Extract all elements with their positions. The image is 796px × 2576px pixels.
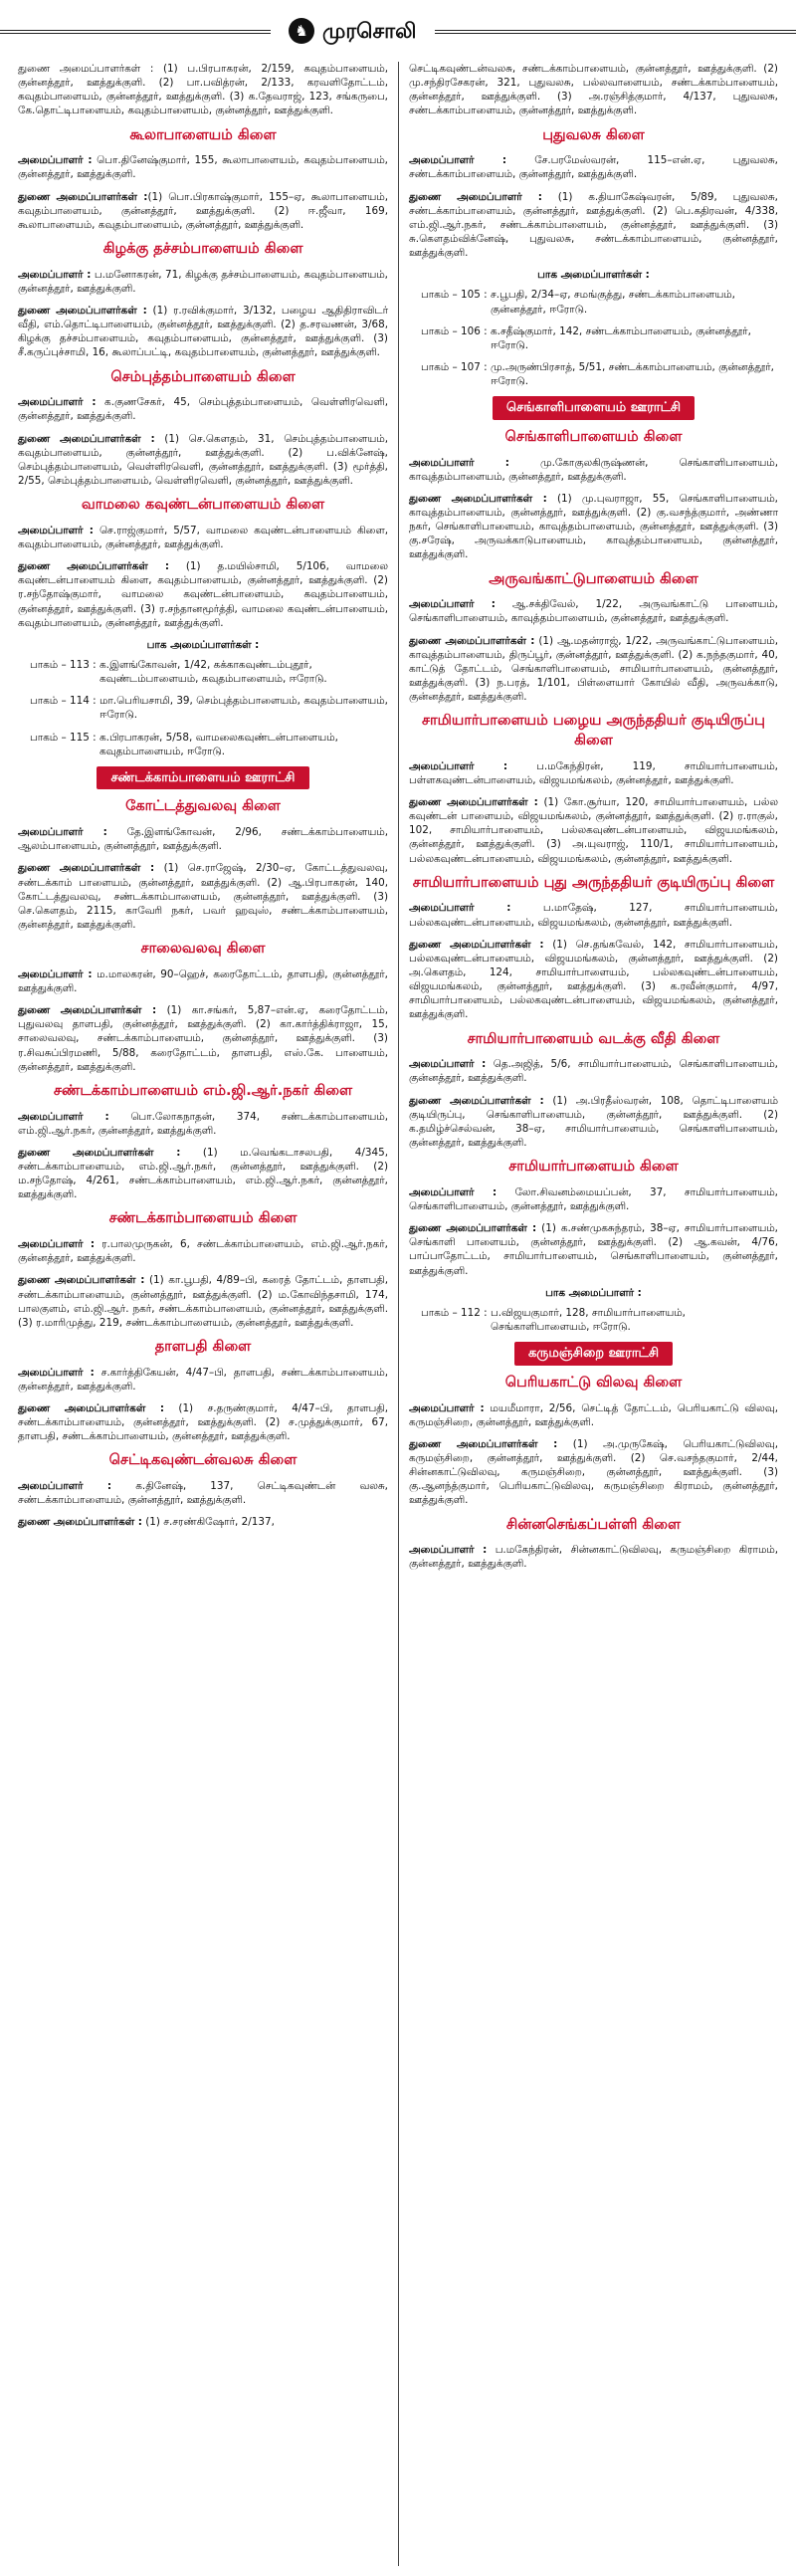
deputy-paragraph: [18, 304, 388, 360]
deputy-paragraph: [18, 1401, 388, 1443]
brand-name: முரசொலி: [322, 18, 417, 43]
booth-number: பாகம் – 114 :: [30, 695, 97, 708]
deputy-paragraph: [409, 190, 778, 261]
booth-entry: [409, 288, 778, 316]
branch-heading: பெரியகாட்டு விலவு கிளை: [504, 1374, 683, 1391]
organizer-paragraph: [409, 597, 778, 625]
organizer-paragraph: [409, 759, 778, 787]
booth-heading: பாக அமைப்பாளர் :: [545, 1286, 642, 1299]
booth-text: க.சதீஷ்குமார், 142, சண்டக்காம்பாளையம், குன்னத்தூர், ஈரோடு.: [491, 324, 751, 351]
deputy-label: துணை அமைப்பாளர்கள் :: [18, 560, 170, 573]
organizer-text: ச.கார்த்திகேயன், 4/47–பி, தாளபதி, சண்டக்காம்பாளையம், குன்னத்தூர், ஊத்துக்குளி.: [18, 1366, 388, 1393]
masthead: [0, 0, 796, 62]
organizer-text: லோ.சிவனம்மையப்பன், 37, சாமியார்பாளையம், செங்காளிபாளையம், குன்னத்தூர், ஊத்துக்குளி.: [409, 1185, 778, 1213]
deputy-label: துணை அமைப்பாளர்கள் :: [18, 1402, 165, 1414]
branch-heading: வாமலை கவுண்டன்பாளையம் கிளை: [81, 497, 325, 514]
deputy-paragraph: [18, 861, 388, 932]
organizer-label: அமைப்பாளர் :: [409, 1544, 488, 1557]
organizer-label: அமைப்பாளர் :: [18, 1110, 109, 1123]
organizer-text: சே.பரமேஸ்வரன், 115–என்.ஏ, புதுவலசு, சண்டக்காம்பாளையம், குன்னத்தூர், ஊத்துக்குளி.: [409, 154, 778, 181]
organizer-text: க.குணசேகர், 45, செம்புத்தம்பாளையம், வெள்ளிரவெளி, குன்னத்தூர், ஊத்துக்குளி.: [18, 396, 388, 423]
organizer-paragraph: [409, 1401, 778, 1429]
deputy-paragraph: [409, 1221, 778, 1278]
booth-entry: [409, 1306, 778, 1334]
organizer-label: அமைப்பாளர் :: [18, 268, 92, 281]
deputy-paragraph: [18, 1003, 388, 1074]
branch-heading: கூலாபாளையம் கிளை: [129, 126, 277, 143]
deputy-label: துணை அமைப்பாளர்கள் :: [18, 1146, 181, 1159]
deputy-label: துணை அமைப்பாளர்கள் :: [18, 1274, 145, 1287]
deputy-text: (1) பொ.பிரகாஷ்குமார், 155–ஏ, கூலாபாளையம், கவுதம்பாளையம், குன்னத்தூர், ஊத்துக்குளி. (2) ஈ.ஜீவா, 169, கூலாபாளையம், கவுதம்பாளையம், குன்னத்தூர், ஊத்துக்குளி.: [18, 190, 388, 231]
branch-heading: சின்னசெங்கப்பள்ளி கிளை: [505, 1516, 682, 1533]
organizer-text: ம.மாலகரன், 90–ஹெச், கரைதோட்டம், தாளபதி, குன்னத்தூர், ஊத்துக்குளி.: [18, 967, 388, 995]
organizer-paragraph: [18, 1237, 388, 1265]
deputy-paragraph: [409, 938, 778, 1022]
continued-text: துணை அமைப்பாளர்கள் : (1) ப.பிரபாகரன், 2/159, கவுதம்பாளையம், குன்னத்தூர், ஊத்துக்குளி. (2) பா.பவித்ரன், 2/133, கரவளிதோட்டம், கவுதம்பாளையம், குன்னத்தூர், ஊத்துக்குளி. (3) க.தேவராஜ், 123, சங்கருபை, கே.தொட்டிபாளையம், கவுதம்பாளையம், குன்னத்தூர், ஊத்துக்குளி.: [18, 63, 388, 117]
branch-heading: செட்டிகவுண்டன்வலசு கிளை: [108, 1452, 298, 1469]
panchayat-banner-text: கருமஞ்சிறை ஊராட்சி: [514, 1342, 673, 1366]
deputy-paragraph: [18, 1515, 388, 1529]
booth-heading: பாக அமைப்பாளர்கள் :: [537, 269, 650, 282]
panchayat-banner: [409, 396, 778, 420]
booth-number: பாகம் – 112 :: [421, 1306, 488, 1319]
organizer-label: அமைப்பாளர் :: [18, 1480, 112, 1493]
organizer-text: பொ.லோகநாதன், 374, சண்டக்காம்பாளையம், எம்.ஜி.ஆர்.நகர், குன்னத்தூர், ஊத்துக்குளி.: [18, 1110, 389, 1137]
organizer-label: அமைப்பாளர் :: [18, 396, 97, 409]
organizer-label: அமைப்பாளர் :: [409, 154, 507, 167]
deputy-paragraph: [409, 795, 778, 866]
deputy-text: (1) த.மயில்சாமி, 5/106, வாமலை கவுண்டன்பாளையம் கிளை, கவுதம்பாளையம், குன்னத்தூர், ஊத்துக்குளி. (2) ர.சந்தோஷ்குமார், வாமலை கவுண்டன்பாளையம், கவுதம்பாளையம், குன்னத்தூர், ஊத்துக்குளி. (3) ர.சந்தானமூர்த்தி, வாமலை கவுண்டன்பாளையம், கவுதம்பாளையம், குன்னத்தூர், ஊத்துக்குளி.: [18, 560, 388, 629]
organizer-paragraph: [18, 1366, 388, 1394]
organizer-label: அமைப்பாளர் :: [409, 1185, 498, 1198]
booth-text: மு.அருண்பிரசாத், 5/51, சண்டக்காம்பாளையம், குன்னத்தூர், ஈரோடு.: [491, 360, 774, 388]
organizer-paragraph: [18, 153, 388, 181]
booth-heading: பாக அமைப்பாளர்கள் :: [146, 638, 260, 651]
booth-text: ச.பூபதி, 2/34–ஏ, சமங்குத்து, சண்டக்காம்பாளையம், குன்னத்தூர், ஈரோடு.: [491, 289, 735, 316]
booth-text: மா.பெரியசாமி, 39, செம்புத்தம்பாளையம், கவுதம்பாளையம், ஈரோடு.: [100, 695, 388, 722]
organizer-label: அமைப்பாளர் :: [18, 154, 93, 167]
organizer-text: க.தினேஷ், 137, செட்டிகவுண்டன் வலசு, சண்டக்காம்பாளையம், குன்னத்தூர், ஊத்துக்குளி.: [18, 1480, 388, 1507]
booth-entry: [409, 324, 778, 352]
left-column: [8, 62, 398, 2566]
organizer-paragraph: [18, 395, 388, 423]
continued-text: செட்டிகவுண்டன்வலசு, சண்டக்காம்பாளையம், குன்னத்தூர், ஊத்துக்குளி. (2) மு.சந்திரசேகரன், 321, புதுவலசு, பல்லவாளையம், சண்டக்காம்பாளையம், குன்னத்தூர், ஊத்துக்குளி. (3) அ.ரஞ்சித்குமார், 4/137, புதுவலசு, சண்டக்காம்பாளையம், குன்னத்தூர், ஊத்துக்குளி.: [409, 63, 778, 117]
organizer-text: மயமீமாரா, 2/56, செட்டித் தோட்டம், பெரியகாட்டு விலவு, கருமஞ்சிறை, குன்னத்தூர், ஊத்துக்குளி.: [409, 1401, 778, 1428]
organizer-paragraph: [18, 1110, 388, 1138]
organizer-label: அமைப்பாளர் :: [18, 1366, 95, 1379]
branch-heading: செங்காளிபாளையம் கிளை: [504, 428, 683, 445]
deputy-text: (1) கா.பூபதி, 4/89–பி, கரைத் தோட்டம், தாளபதி, சண்டக்காம்பாளையம், குன்னத்தூர், ஊத்துக்குளி. (2) ம.கோவிந்தசாமி, 174, பாலகுளம், எம்.ஜி.ஆர். நகர், சண்டக்காம்பாளையம், குன்னத்தூர், ஊத்துக்குளி. (3) ர.மாரிமுத்து, 219, சண்டக்காம்பாளையம், குன்னத்தூர், ஊத்துக்குளி.: [18, 1274, 388, 1329]
booth-text: ப.விஜயகுமார், 128, சாமியார்பாளையம், செங்காளிபாளையம், ஈரோடு.: [491, 1306, 686, 1333]
organizer-paragraph: [409, 1057, 778, 1085]
booth-entry: [18, 658, 388, 686]
organizer-text: ப.மனோகரன், 71, கிழக்கு தச்சம்பாளையம், கவுதம்பாளையம், குன்னத்தூர், ஊத்துக்குளி.: [18, 268, 388, 295]
branch-heading: சண்டக்காம்பாளையம் கிளை: [108, 1210, 298, 1227]
panchayat-banner-text: சண்டக்காம்பாளையம் ஊராட்சி: [97, 766, 308, 790]
deputy-text: (1) ச.சரண்கிஷோர், 2/137,: [141, 1516, 275, 1529]
branch-heading: கிழக்கு தச்சம்பாளையம் கிளை: [102, 240, 303, 257]
organizer-label: அமைப்பாளர் :: [409, 1058, 487, 1071]
deputy-text: (1) கா.சங்கர், 5,87–என்.ஏ, கரைதோட்டம், புதுவலவு தாளபதி, குன்னத்தூர், ஊத்துக்குளி. (2) கா.கார்த்திக்ராஜா, 15, சாலைவலவு, சண்டக்காம்பாளையம், குன்னத்தூர், ஊத்துக்குளி. (3) ர.சிவசுப்பிரமணி, 5/88, கரைதோட்டம், தாளபதி, எஸ்.கே. பாளையம், குன்னத்தூர், ஊத்துக்குளி.: [18, 1004, 388, 1073]
booth-entry: [18, 731, 388, 758]
booth-number: பாகம் – 105 :: [421, 289, 488, 302]
deputy-label: துணை அமைப்பாளர்கள் :: [409, 1222, 537, 1235]
deputy-label: துணை அமைப்பாளர்கள் :: [18, 1004, 157, 1017]
deputy-text: (1) கோ.சூர்யா, 120, சாமியார்பாளையம், பல்ல கவுண்டன் பாளையம், விஜயமங்கலம், குன்னத்தூர், ஊத்துக்குளி. (2) ர.ராகுல், 102, சாமியார்பாளையம், பல்லகவுண்டன்பாளையம், விஜயமங்கலம், குன்னத்தூர், ஊத்துக்குளி. (3) அ.யுவராஜ், 110/1, சாமியார்பாளையம், பல்லகவுண்டன்பாளையம், விஜயமங்கலம், குன்னத்தூர், ஊத்துக்குளி.: [409, 796, 778, 865]
organizer-paragraph: [409, 1543, 778, 1571]
branch-heading: கோட்டத்துவலவு கிளை: [125, 798, 281, 815]
deputy-text: (1) செ.தங்கவேல், 142, சாமியார்பாளையம், பல்லகவுண்டன்பாளையம், விஜயமங்கலம், குன்னத்தூர், ஊத்துக்குளி. (2) அ.கௌதம், 124, சாமியார்பாளையம், பல்லகவுண்டன்பாளையம், விஜயமங்கலம், குன்னத்தூர், ஊத்துக்குளி. (3) க.ரவீன்குமார், 4/97, சாமியார்பாளையம், பல்லகவுண்டன்பாளையம், விஜயமங்கலம், குன்னத்தூர், ஊத்துக்குளி.: [409, 938, 778, 1021]
branch-heading: அருவங்காட்டுபாளையம் கிளை: [489, 570, 698, 587]
branch-heading: சாமியார்பாளையம் கிளை: [508, 1159, 679, 1176]
organizer-label: அமைப்பாளர் :: [18, 524, 94, 537]
organizer-label: அமைப்பாளர் :: [409, 759, 508, 772]
organizer-paragraph: [409, 901, 778, 929]
organizer-label: அமைப்பாளர் :: [409, 598, 496, 611]
deputy-paragraph: [18, 1273, 388, 1330]
organizer-label: அமைப்பாளர் :: [409, 902, 511, 915]
deputy-label: துணை அமைப்பாளர்கள் :: [409, 492, 547, 505]
organizer-paragraph: [409, 1185, 778, 1213]
organizer-label: அமைப்பாளர் :: [409, 456, 509, 469]
organizer-paragraph: [409, 456, 778, 484]
deputy-text: (1) ர.ரவிக்குமார், 3/132, பழைய ஆதிதிராவிடர் வீதி, எம்.தொட்டிபாளையம், குன்னத்தூர், ஊத்துக்குளி. (2) த.சரவணன், 3/68, கிழக்கு தச்சம்பாளையம், கவுதம்பாளையம், குன்னத்தூர், ஊத்துக்குளி. (3) சீ.கருப்புச்சாமி, 16, கூலாப்பட்டி, கவுதம்பாளையம், குன்னத்தூர், ஊத்துக்குளி.: [18, 304, 388, 359]
deputy-label: துணை அமைப்பாளர்கள் :: [409, 1437, 558, 1450]
booth-text: க.இளங்கோவன், 1/42, கக்காகவுண்டம்புதூர், கவுண்டம்பாளையம், கவுதம்பாளையம், ஈரோடு.: [100, 658, 327, 686]
booth-text: க.பிரபாகரன், 5/58, வாமலைகவுண்டன்பாளையம், கவுதம்பாளையம், ஈரோடு.: [100, 731, 338, 757]
organizer-paragraph: [18, 1479, 388, 1507]
organizer-text: ஆ.சக்திவேல், 1/22, அருவங்காட்டு பாளையம், செங்காளிபாளையம், காவுத்தம்பாளையம், குன்னத்தூர், ஊத்துக்குளி.: [409, 598, 778, 625]
organizer-text: ப.மாதேஷ், 127, சாமியார்பாளையம், பல்லகவுண்டன்பாளையம், விஜயமங்கலம், குன்னத்தூர், ஊத்துக்குளி.: [409, 902, 778, 929]
deputy-text: (1) க.தியாகேஷ்வரன், 5/89, புதுவலசு, சண்டக்காம்பாளையம், குன்னத்தூர், ஊத்துக்குளி. (2) பெ.கதிரவன், 4/338, எம்.ஜி.ஆர்.நகர், சண்டக்காம்பாளையம், குன்னத்தூர், ஊத்துக்குளி. (3) சு.கௌதம்விக்னேஷ், புதுவலசு, சண்டக்காம்பாளையம், குன்னத்தூர், ஊத்துக்குளி.: [409, 190, 778, 260]
panchayat-banner-text: செங்காளிபாளையம் ஊராட்சி: [493, 396, 695, 420]
branch-heading: சண்டக்காம்பாளையம் எம்.ஜி.ஆர்.நகர் கிளை: [53, 1082, 353, 1099]
deputy-label: துணை அமைப்பாளர்கள் :: [18, 432, 155, 445]
organizer-label: அமைப்பாளர் :: [18, 967, 93, 980]
deputy-paragraph: [409, 492, 778, 562]
deputy-label: துணை அமைப்பாளர்கள் :: [18, 190, 148, 203]
organizer-label: அமைப்பாளர் :: [18, 1238, 96, 1251]
deputy-label: துணை அமைப்பாளர்கள் :: [18, 1516, 142, 1529]
organizer-label: அமைப்பாளர் :: [18, 826, 107, 839]
deputy-text: (1) செ.கௌதம், 31, செம்புத்தம்பாளையம், கவுதம்பாளையம், குன்னத்தூர், ஊத்துக்குளி. (2) ப.விக்னேஷ், செம்புத்தம்பாளையம், வெள்ளிரவெளி, குன்னத்தூர், ஊத்துக்குளி. (3) மூர்த்தி, 2/55, செம்புத்தம்பாளையம், வெள்ளிரவெளி, குன்னத்தூர், ஊத்துக்குளி.: [18, 432, 388, 487]
deputy-text: (1) ஆ.மதன்ராஜ், 1/22, அருவங்காட்டுபாளையம், காவுத்தம்பாளையம், திருப்பூர், குன்னத்தூர், ஊத்துக்குளி. (2) க.நந்தகுமார், 40, காட்டுத் தோட்டம், செங்காளிபாளையம், சாமியார்பாளையம், குன்னத்தூர், ஊத்துக்குளி. (3) ந.பரத், 1/101, பிள்ளையார் கோயில் வீதி, அருவக்காடு, குன்னத்தூர், ஊத்துக்குளி.: [409, 634, 778, 704]
deputy-text: (1) மு.புவராஜா, 55, செங்காளிபாளையம், காவுத்தம்பாளையம், குன்னத்தூர், ஊத்துக்குளி. (2) கு.வசந்த்குமார், அண்ணா நகர், செங்காளிபாளையம், காவுத்தம்பாளையம், குன்னத்தூர், ஊத்துக்குளி. (3) கு.சரேஷ், அருவக்காடுபாளையம், காவுத்தம்பாளையம், குன்னத்தூர், ஊத்துக்குளி.: [409, 492, 778, 561]
brand: [271, 14, 435, 48]
deputy-text: (1) அ.முருகேஷ், பெரியகாட்டுவிலவு, கருமஞ்சிறை, குன்னத்தூர், ஊத்துக்குளி. (2) செ.வசந்தகுமார், 2/44, சின்னகாட்டுவிலவு, கருமஞ்சிறை, குன்னத்தூர், ஊத்துக்குளி. (3) கு.ஆனந்த்குமார், பெரியகாட்டுவிலவு, கருமஞ்சிறை கிராமம், குன்னத்தூர், ஊத்துக்குளி.: [409, 1437, 779, 1507]
booth-number: பாகம் – 113 :: [30, 658, 97, 671]
deputy-label: துணை அமைப்பாளர் :: [409, 190, 542, 203]
panchayat-banner: [18, 766, 388, 790]
organizer-text: தே.இளங்கோவன், 2/96, சண்டக்காம்பாளையம், ஆலம்பாளையம், குன்னத்தூர், ஊத்துக்குளி.: [18, 826, 389, 853]
booth-entry: [409, 360, 778, 388]
branch-heading: சாமியார்பாளையம் புது அருந்ததியர் குடியிருப்பு கிளை: [412, 874, 775, 891]
organizer-text: ப.மகேந்திரன், 119, சாமியார்பாளையம், பள்ளகவுண்டன்பாளையம், விஜயமங்கலம், குன்னத்தூர், ஊத்துக்குளி.: [409, 759, 778, 786]
organizer-paragraph: [18, 825, 388, 853]
booth-entry: [18, 694, 388, 722]
deputy-paragraph: [409, 1094, 778, 1151]
deputy-text: (1) ச.தருண்குமார், 4/47–பி, தாளபதி, சண்டக்காம்பாளையம், குன்னத்தூர், ஊத்துக்குளி. (2) ச.முத்துக்குமார், 67, தாளபதி, சண்டக்காம்பாளையம், குன்னத்தூர், ஊத்துக்குளி.: [18, 1402, 388, 1443]
booth-number: பாகம் – 115 :: [30, 731, 97, 744]
branch-heading: சாலைவலவு கிளை: [140, 941, 266, 958]
deputy-paragraph: [409, 634, 778, 705]
organizer-paragraph: [18, 524, 388, 551]
branch-heading: சாமியார்பாளையம் வடக்கு வீதி கிளை: [467, 1030, 720, 1047]
organizer-text: செ.ராஜ்குமார், 5/57, வாமலை கவுண்டன்பாளையம் கிளை, கவுதம்பாளையம், குன்னத்தூர், ஊத்துக்குளி.: [18, 524, 388, 550]
organizer-paragraph: [409, 153, 778, 181]
deputy-paragraph: [18, 559, 388, 630]
deputy-paragraph: [18, 432, 388, 489]
deputy-paragraph: [18, 1146, 388, 1202]
branch-heading: புதுவலசு கிளை: [542, 126, 645, 143]
organizer-label: அமைப்பாளர் :: [409, 1401, 485, 1414]
deputy-text: (1) ம.வெங்கடாசலபதி, 4/345, சண்டக்காம்பாளையம், எம்.ஜி.ஆர்.நகர், குன்னத்தூர், ஊத்துக்குளி. (2) ம.சந்தோஷ், 4/261, சண்டக்காம்பாளையம், எம்.ஜி.ஆர்.நகர், குன்னத்தூர், ஊத்துக்குளி.: [18, 1146, 388, 1201]
branch-heading: தாளபதி கிளை: [154, 1339, 252, 1355]
panchayat-banner: [409, 1342, 778, 1366]
branch-heading: சாமியார்பாளையம் பழைய அருந்ததியர் குடியிருப்பு கிளை: [422, 713, 765, 750]
deputy-paragraph: [18, 190, 388, 232]
branch-heading: செம்புத்தம்பாளையம் கிளை: [110, 368, 296, 385]
deputy-label: துணை அமைப்பாளர்கள் :: [409, 634, 535, 647]
deputy-paragraph: [409, 1437, 778, 1508]
organizer-text: மு.கோகுலகிருஷ்ணன், செங்காளிபாளையம், காவுத்தம்பாளையம், குன்னத்தூர், ஊத்துக்குளி.: [409, 456, 778, 483]
deputy-label: துணை அமைப்பாளர்கள் :: [409, 796, 538, 809]
lion-emblem-icon: ♞: [289, 18, 314, 44]
organizer-text: ப.மகேந்திரன், சின்னகாட்டுவிலவு, கருமஞ்சிறை கிராமம், குன்னத்தூர், ஊத்துக்குளி.: [409, 1544, 779, 1571]
deputy-text: (1) செ.ராஜேஷ், 2/30–ஏ, கோட்டத்துவலவு, சண்டக்காம் பாளையம், குன்னத்தூர், ஊத்துக்குளி. (2) ஆ.பிரபாகரன், 140, கோட்டத்துவலவு, சண்டக்காம்பாளையம், குன்னத்தூர், ஊத்துக்குளி. (3) செ.கௌதம், 2115, காவேரி நகர், பவர் ஹவுஸ், சண்டக்காம்பாளையம், குன்னத்தூர், ஊத்துக்குளி.: [18, 862, 388, 932]
article-columns: [8, 62, 788, 2566]
deputy-label: துணை அமைப்பாளர்கள் :: [18, 862, 155, 875]
organizer-paragraph: [18, 967, 388, 995]
organizer-text: தெ.அஜித், 5/6, சாமியார்பாளையம், செங்காளிபாளையம், குன்னத்தூர், ஊத்துக்குளி.: [409, 1058, 778, 1085]
deputy-label: துணை அமைப்பாளர்கள் :: [18, 304, 147, 317]
organizer-text: பொ.தினேஷ்குமார், 155, கூலாபாளையம், கவுதம்பாளையம், குன்னத்தூர், ஊத்துக்குளி.: [18, 154, 388, 181]
organizer-paragraph: [18, 268, 388, 296]
deputy-label: துணை அமைப்பாளர்கள் :: [409, 1094, 544, 1107]
organizer-text: ர.பாலமுருகன், 6, சண்டக்காம்பாளையம், எம்.ஜி.ஆர்.நகர், குன்னத்தூர், ஊத்துக்குளி.: [18, 1238, 388, 1265]
booth-number: பாகம் – 107 :: [421, 360, 488, 373]
deputy-text: (1) க.சண்முகசுந்தரம், 38–ஏ, சாமியார்பாளையம், செங்காளி பாளையம், குன்னத்தூர், ஊத்துக்குளி. (2) ஆ.கவன், 4/76, பாப்பாதோட்டம், சாமியார்பாளையம், செங்காளிபாளையம், குன்னத்தூர், ஊத்துக்குளி.: [409, 1222, 778, 1277]
booth-number: பாகம் – 106 :: [421, 324, 488, 337]
right-column: [398, 62, 788, 2566]
deputy-text: (1) அ.பிரதீஸ்வரன், 108, தொட்டிபாளையம் குடியிருப்பு, செங்காளிபாளையம், குன்னத்தூர், ஊத்துக்குளி. (2) க.தமிழ்ச்செல்வன், 38–ஏ, சாமியார்பாளையம், செங்காளிபாளையம், குன்னத்தூர், ஊத்துக்குளி.: [409, 1094, 778, 1150]
deputy-label: துணை அமைப்பாளர்கள் :: [409, 938, 544, 951]
